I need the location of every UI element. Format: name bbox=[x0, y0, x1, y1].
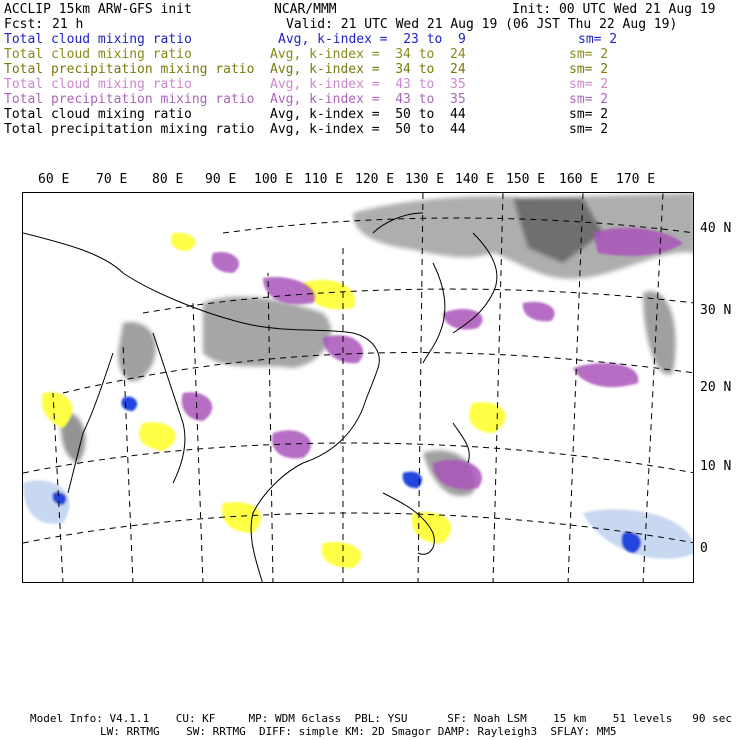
legend-smoothing: sm= 2 bbox=[569, 62, 609, 77]
model-info-line2: LW: RRTMG SW: RRTMG DIFF: simple KM: 2D Smagor DAMP: Rayleigh3 SFLAY: MM5 bbox=[100, 725, 617, 738]
fcst-label: Fcst: bbox=[4, 17, 44, 32]
lon-label: 110 E bbox=[304, 172, 344, 187]
legend-field: Total cloud mixing ratio bbox=[4, 107, 192, 122]
legend-smoothing: sm= 2 bbox=[569, 107, 609, 122]
legend-smoothing: sm= 2 bbox=[578, 32, 618, 47]
lon-label: 150 E bbox=[506, 172, 546, 187]
legend-row bbox=[4, 62, 734, 77]
center-name: NCAR/MMM bbox=[274, 2, 337, 17]
lon-label: 70 E bbox=[96, 172, 128, 187]
lon-label: 90 E bbox=[205, 172, 237, 187]
map-canvas bbox=[23, 193, 694, 583]
lon-label: 60 E bbox=[38, 172, 70, 187]
blue-cloud-patches bbox=[23, 397, 694, 559]
legend-row bbox=[4, 122, 734, 137]
legend-smoothing: sm= 2 bbox=[569, 122, 609, 137]
lon-label: 130 E bbox=[405, 172, 445, 187]
forecast-map bbox=[22, 192, 694, 583]
legend-row bbox=[4, 77, 734, 92]
lat-label: 0 bbox=[700, 541, 708, 556]
legend-avg: Avg, k-index = 23 to 9 bbox=[278, 32, 466, 47]
lon-label: 140 E bbox=[455, 172, 495, 187]
legend-row bbox=[4, 32, 734, 47]
lon-label: 120 E bbox=[355, 172, 395, 187]
legend-avg: Avg, k-index = 34 to 24 bbox=[270, 47, 466, 62]
legend-avg: Avg, k-index = 43 to 35 bbox=[270, 92, 466, 107]
legend-smoothing: sm= 2 bbox=[569, 47, 609, 62]
legend-smoothing: sm= 2 bbox=[569, 92, 609, 107]
legend-avg: Avg, k-index = 34 to 24 bbox=[270, 62, 466, 77]
lon-label: 160 E bbox=[559, 172, 599, 187]
run-title: ACCLIP 15km ARW-GFS init bbox=[4, 2, 192, 17]
fcst-value: 21 h bbox=[52, 17, 84, 32]
purple-cloud-patches bbox=[182, 228, 683, 539]
lon-label: 100 E bbox=[254, 172, 294, 187]
init-time: Init: 00 UTC Wed 21 Aug 19 bbox=[512, 2, 716, 17]
legend-avg: Avg, k-index = 50 to 44 bbox=[270, 122, 466, 137]
legend-field: Total precipitation mixing ratio bbox=[4, 62, 255, 77]
legend-field: Total cloud mixing ratio bbox=[4, 77, 192, 92]
model-info-line1: Model Info: V4.1.1 CU: KF MP: WDM 6class PBL: YSU SF: Noah LSM 15 km 51 levels 90 sec bbox=[30, 712, 732, 725]
lon-label: 170 E bbox=[616, 172, 656, 187]
lat-label: 30 N bbox=[700, 303, 732, 318]
legend-row bbox=[4, 92, 734, 107]
valid-time: Valid: 21 UTC Wed 21 Aug 19 (06 JST Thu 22 Aug 19) bbox=[286, 17, 678, 32]
legend-smoothing: sm= 2 bbox=[569, 77, 609, 92]
legend-field: Total cloud mixing ratio bbox=[4, 32, 192, 47]
legend-row bbox=[4, 107, 734, 122]
legend-avg: Avg, k-index = 50 to 44 bbox=[270, 107, 466, 122]
legend-avg: Avg, k-index = 43 to 35 bbox=[270, 77, 466, 92]
lat-label: 10 N bbox=[700, 459, 732, 474]
legend-row bbox=[4, 47, 734, 62]
lat-label: 40 N bbox=[700, 221, 732, 236]
legend-field: Total precipitation mixing ratio bbox=[4, 122, 255, 137]
lat-label: 20 N bbox=[700, 380, 732, 395]
legend-field: Total cloud mixing ratio bbox=[4, 47, 192, 62]
legend-field: Total precipitation mixing ratio bbox=[4, 92, 255, 107]
lon-label: 80 E bbox=[152, 172, 184, 187]
